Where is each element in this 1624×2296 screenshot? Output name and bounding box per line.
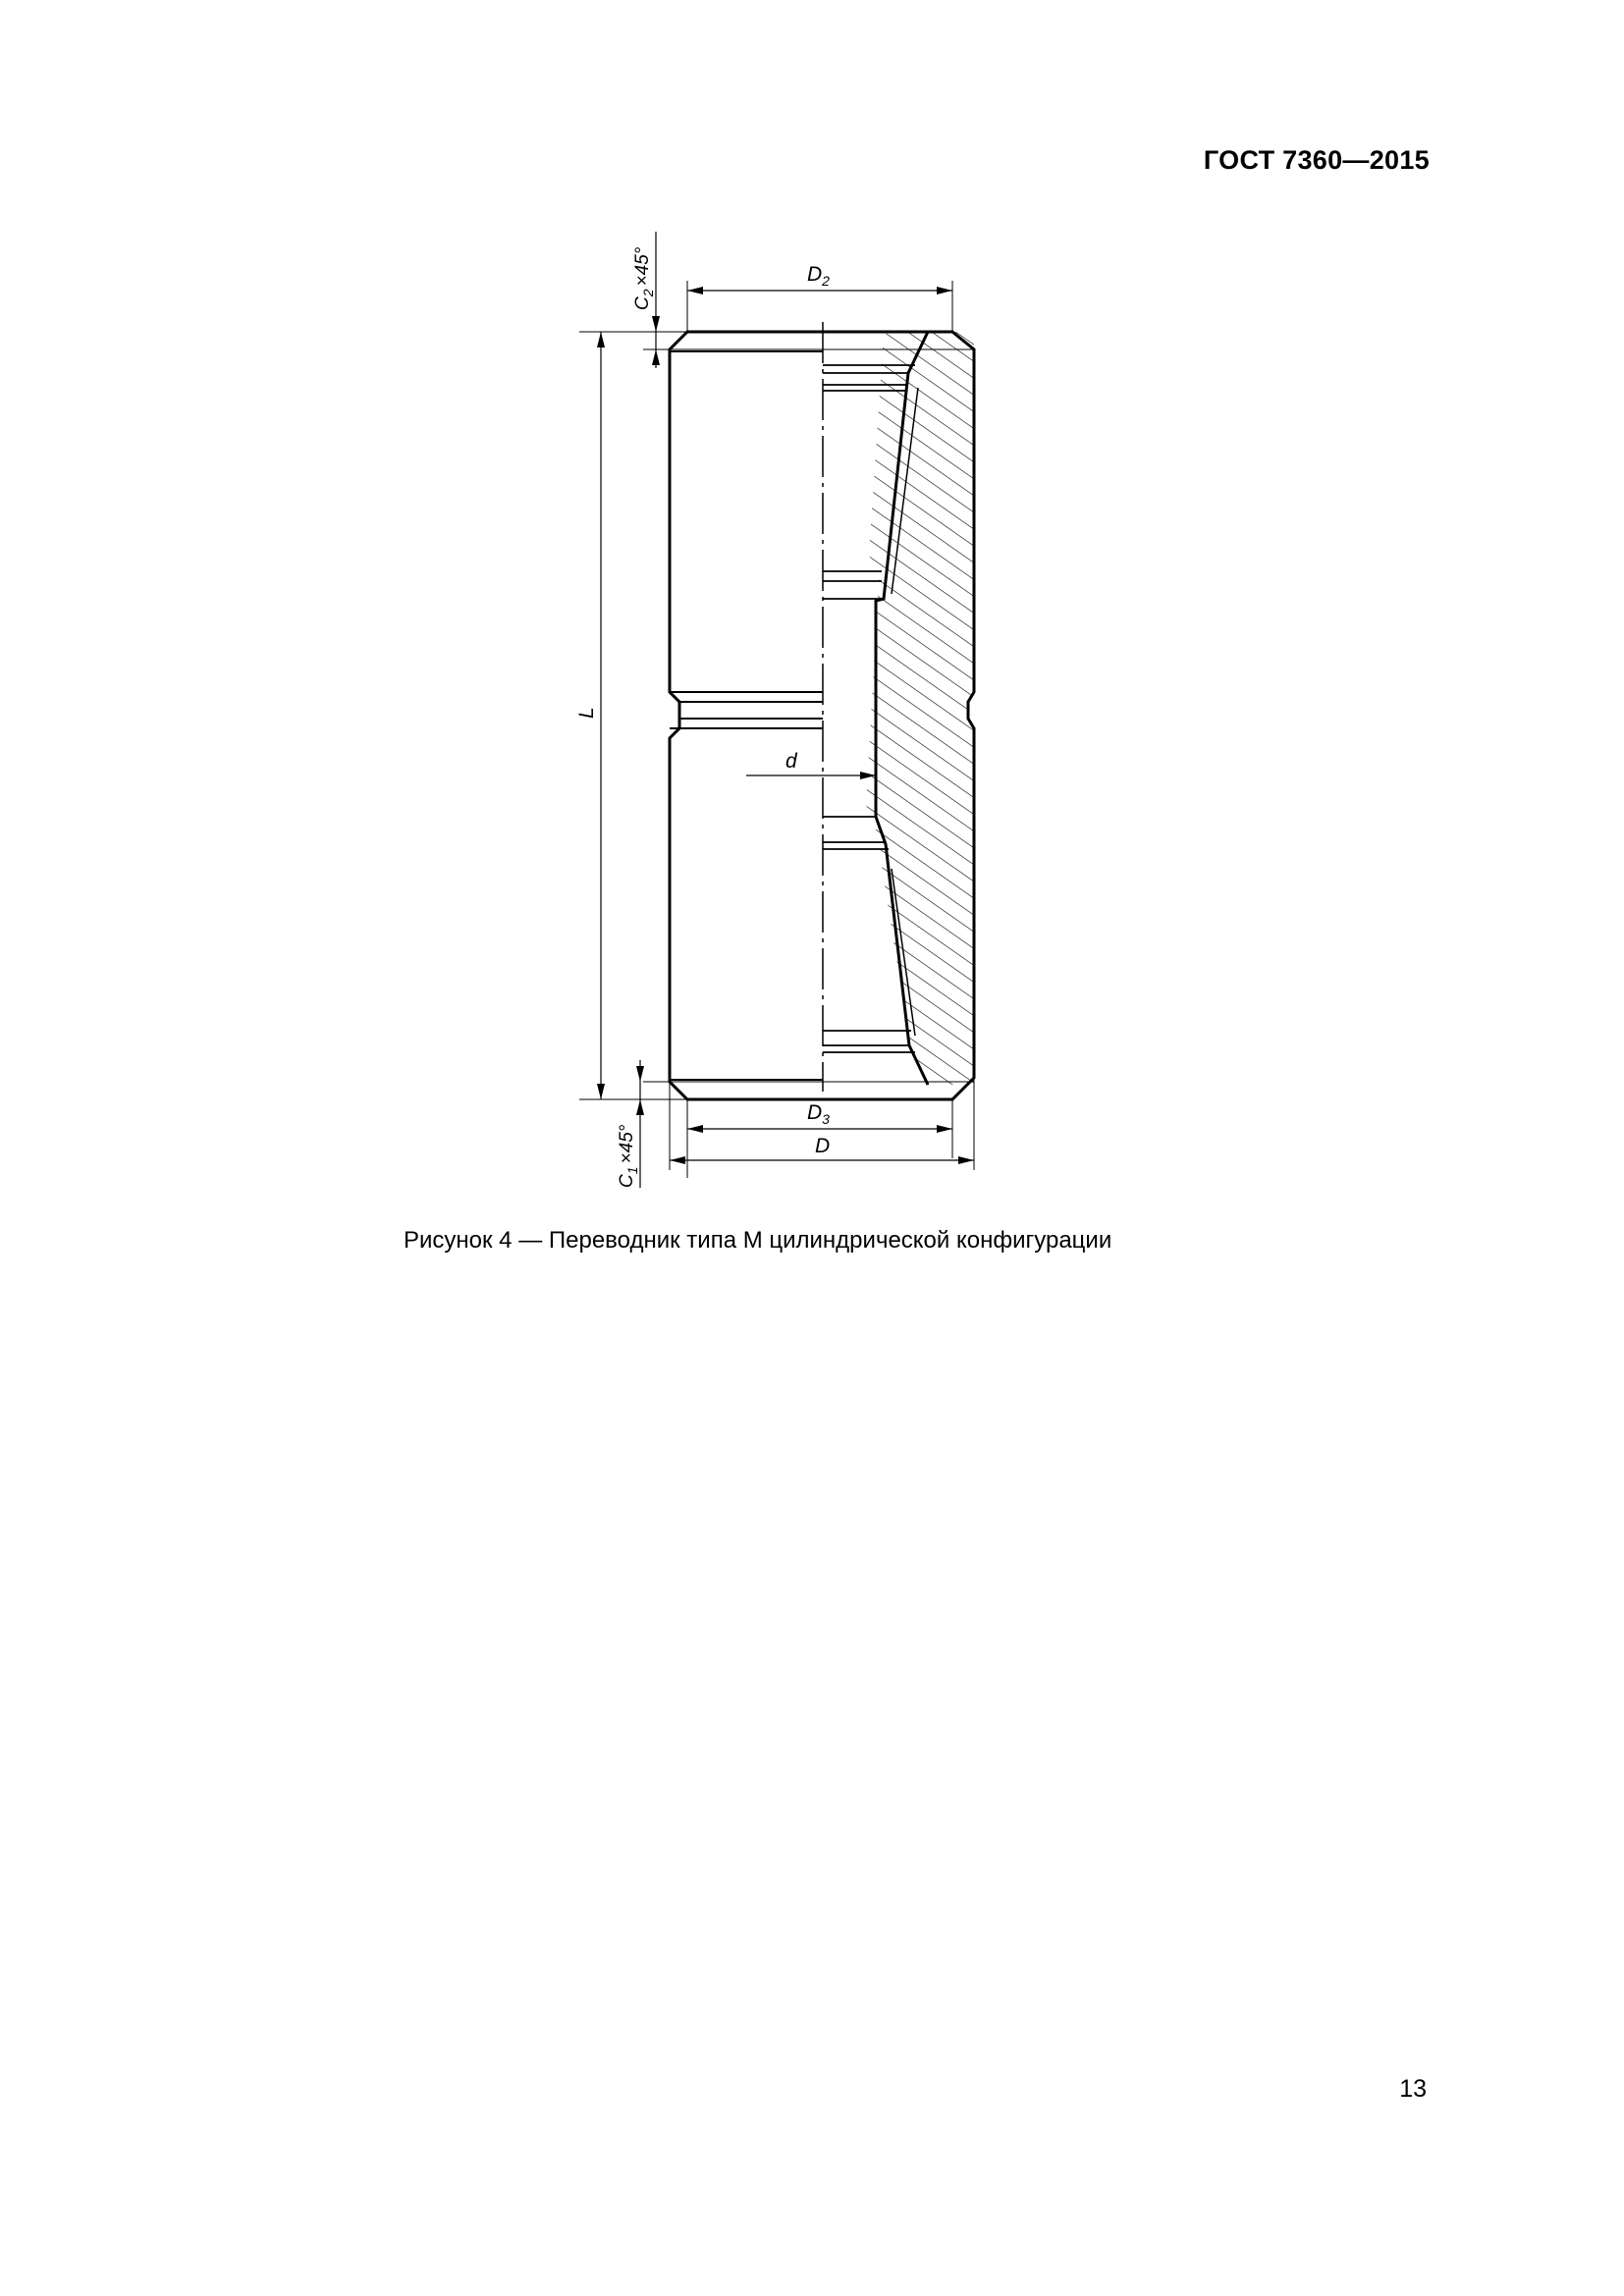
- arrowhead: [937, 287, 952, 294]
- arrowhead: [670, 1156, 685, 1164]
- figure-caption: Рисунок 4 — Переводник типа М цилиндрической конфигурации: [404, 1227, 1112, 1254]
- arrowhead: [652, 349, 660, 365]
- arrowhead: [636, 1066, 644, 1082]
- label-d-bore: d: [785, 750, 797, 773]
- page-header: ГОСТ 7360—2015: [1203, 145, 1430, 175]
- label-c2: $C_2\times 45^\circ$: [632, 246, 656, 310]
- technical-drawing: [550, 216, 1011, 1207]
- arrowhead: [597, 332, 605, 347]
- arrowhead: [636, 1099, 644, 1115]
- arrowhead: [597, 1084, 605, 1099]
- label-d-outer: D: [815, 1135, 831, 1157]
- arrowhead: [652, 316, 660, 332]
- arrowhead: [687, 287, 703, 294]
- arrowhead: [937, 1125, 952, 1133]
- label-l: L: [575, 707, 598, 719]
- arrowhead: [958, 1156, 974, 1164]
- label-d3: $D_3$: [807, 1101, 830, 1127]
- label-d2: $D_2$: [807, 263, 830, 289]
- label-c1: $C_1\times 45^\circ$: [617, 1124, 640, 1188]
- arrowhead: [687, 1125, 703, 1133]
- drawing-svg: [550, 216, 1011, 1207]
- page-number: 13: [1399, 2075, 1427, 2103]
- hatched-section: [866, 332, 974, 1085]
